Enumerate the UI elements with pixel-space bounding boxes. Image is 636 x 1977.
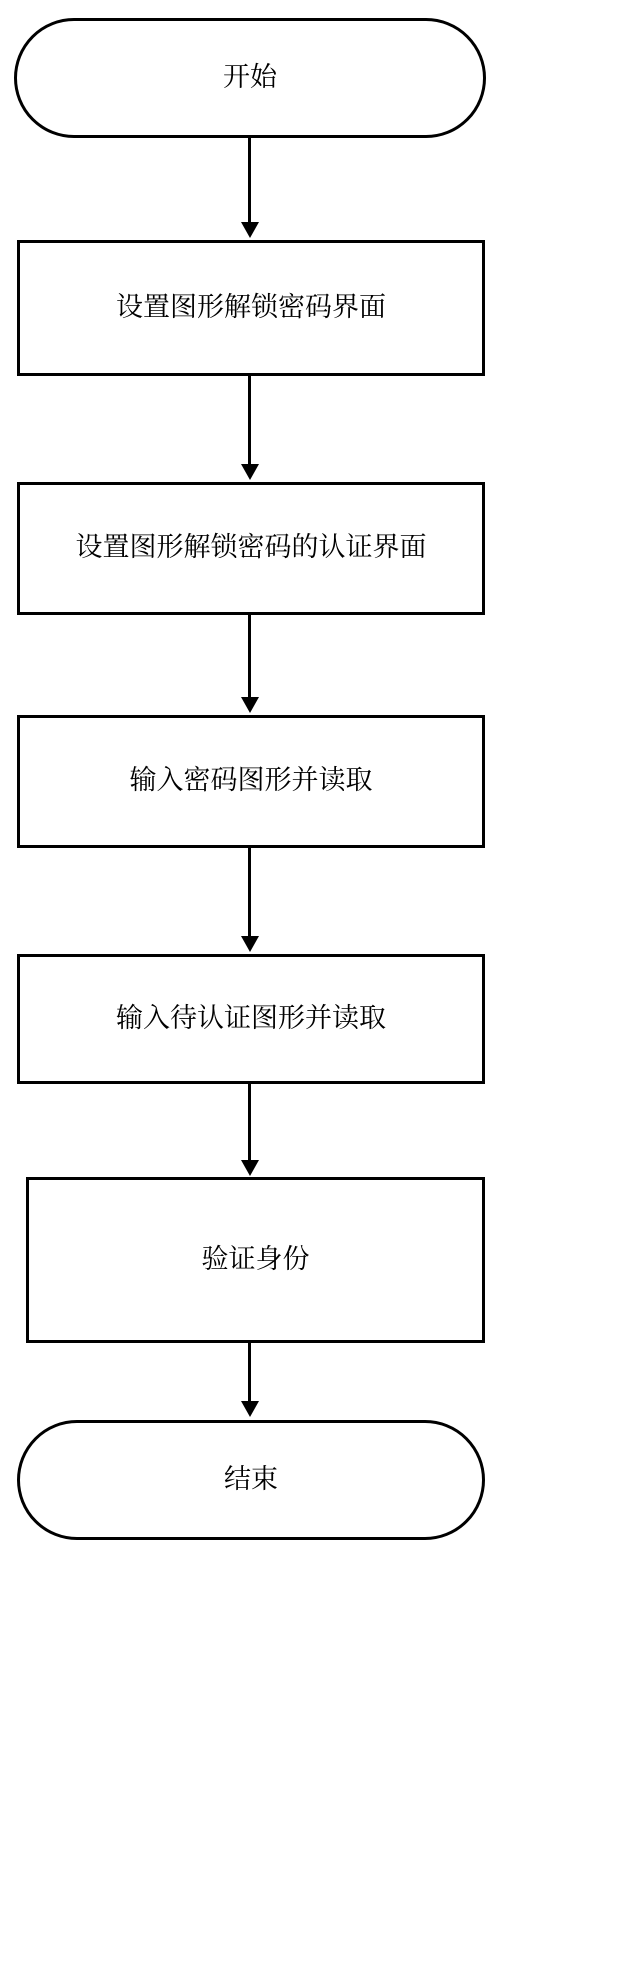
flowchart-node-step4: [17, 954, 485, 1084]
arrow-head-icon: [241, 464, 259, 480]
flowchart-node-label: 验证身份: [201, 1243, 310, 1275]
arrow-head-icon: [241, 936, 259, 952]
flowchart-node-step2: [17, 482, 485, 615]
flowchart-connector-step2-step3: [248, 615, 251, 701]
flowchart-connector-step4-step5: [248, 1084, 251, 1164]
flowchart-connector-start-step1: [248, 138, 251, 226]
flowchart-node-label: 输入待认证图形并读取: [116, 1002, 386, 1034]
arrow-head-icon: [241, 1160, 259, 1176]
flowchart-node-end: [17, 1420, 485, 1540]
flowchart-connector-step3-step4: [248, 848, 251, 940]
flowchart-connector-step1-step2: [248, 376, 251, 468]
arrow-head-icon: [241, 222, 259, 238]
arrow-head-icon: [241, 697, 259, 713]
flowchart-node-label: 输入密码图形并读取: [129, 765, 373, 797]
flowchart-node-step3: [17, 715, 485, 848]
flowchart-node-step5: [26, 1177, 485, 1343]
flowchart-node-label: 结束: [224, 1463, 278, 1495]
flowchart-node-label: 设置图形解锁密码的认证界面: [75, 532, 427, 564]
flowchart-connector-step5-end: [248, 1343, 251, 1405]
flowchart-node-label: 设置图形解锁密码界面: [116, 291, 386, 323]
flowchart-node-step1: [17, 240, 485, 376]
arrow-head-icon: [241, 1401, 259, 1417]
flowchart-node-label: 开始: [223, 61, 277, 93]
flowchart-node-start: [14, 18, 486, 138]
